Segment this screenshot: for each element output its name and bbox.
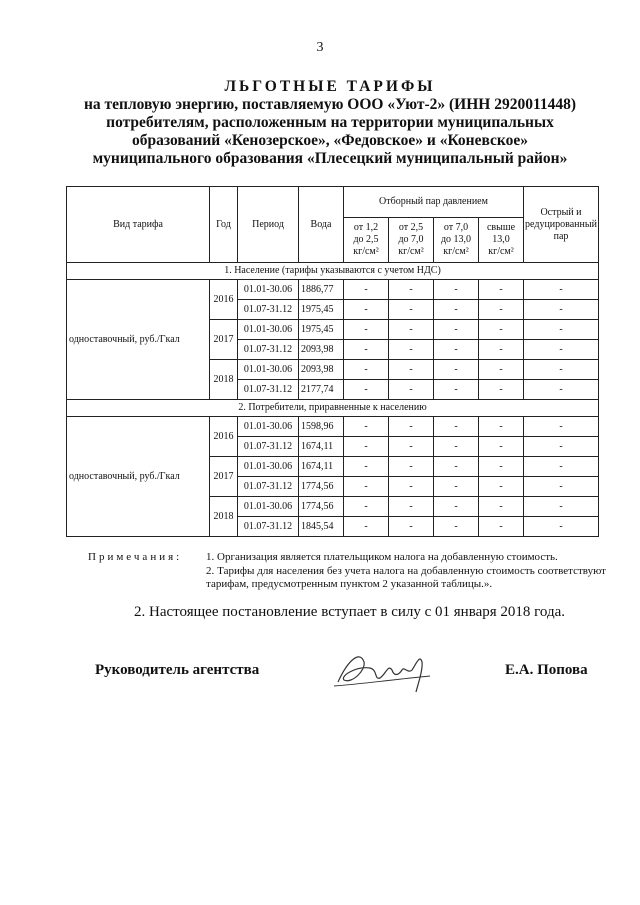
empty-cell: - — [434, 437, 479, 457]
title-line-4: образований «Кенозерское», «Федовское» и «Коневское» — [131, 132, 529, 149]
empty-cell: - — [434, 320, 479, 340]
empty-cell: - — [479, 340, 524, 360]
empty-cell: - — [344, 360, 389, 380]
empty-cell: - — [344, 280, 389, 300]
empty-cell: - — [524, 300, 599, 320]
header-steam-line: кг/см² — [398, 246, 424, 257]
title-line-5: муниципального образования «Плесецкий муниципальный район» — [92, 150, 568, 167]
year-cell: 2018 — [210, 360, 238, 400]
period-cell: 01.07-31.12 — [238, 380, 299, 400]
header-period: Период — [238, 187, 299, 263]
empty-cell: - — [344, 437, 389, 457]
empty-cell: - — [344, 417, 389, 437]
empty-cell: - — [479, 380, 524, 400]
header-tariff-type: Вид тарифа — [67, 187, 210, 263]
water-cell: 1674,11 — [299, 457, 344, 477]
empty-cell: - — [389, 380, 434, 400]
empty-cell: - — [524, 497, 599, 517]
empty-cell: - — [344, 300, 389, 320]
empty-cell: - — [389, 320, 434, 340]
header-year: Год — [210, 187, 238, 263]
empty-cell: - — [434, 417, 479, 437]
period-cell: 01.01-30.06 — [238, 417, 299, 437]
header-steam-col — [389, 218, 434, 263]
empty-cell: - — [389, 360, 434, 380]
effective-statement: 2. Настоящее постановление вступает в силу с 01 января 2018 года. — [134, 604, 566, 620]
header-steam-col — [434, 218, 479, 263]
water-cell: 1598,96 — [299, 417, 344, 437]
table-row — [67, 417, 599, 437]
header-steam-col — [479, 218, 524, 263]
title-line-3: потребителям, расположенным на территории муниципальных — [106, 114, 554, 131]
header-steam-col — [344, 218, 389, 263]
empty-cell: - — [389, 340, 434, 360]
empty-cell: - — [434, 517, 479, 537]
empty-cell: - — [434, 380, 479, 400]
empty-cell: - — [479, 360, 524, 380]
empty-cell: - — [344, 340, 389, 360]
empty-cell: - — [524, 477, 599, 497]
empty-cell: - — [389, 517, 434, 537]
section-row — [67, 400, 599, 417]
header-steam-line: свыше — [486, 222, 516, 233]
title-line-1: ЛЬГОТНЫЕ ТАРИФЫ — [224, 78, 436, 95]
period-cell: 01.01-30.06 — [238, 360, 299, 380]
empty-cell: - — [434, 340, 479, 360]
empty-cell: - — [434, 280, 479, 300]
empty-cell: - — [344, 320, 389, 340]
water-cell: 2177,74 — [299, 380, 344, 400]
empty-cell: - — [344, 497, 389, 517]
empty-cell: - — [344, 477, 389, 497]
empty-cell: - — [344, 380, 389, 400]
header-steam-line: до 2,5 — [353, 234, 379, 245]
water-cell: 2093,98 — [299, 340, 344, 360]
title-line-2: на тепловую энергию, поставляемую ООО «Уют-2» (ИНН 2920011448) — [83, 96, 576, 113]
empty-cell: - — [524, 280, 599, 300]
empty-cell: - — [479, 457, 524, 477]
signature — [330, 640, 440, 700]
water-cell: 1975,45 — [299, 320, 344, 340]
empty-cell: - — [479, 517, 524, 537]
period-cell: 01.01-30.06 — [238, 457, 299, 477]
empty-cell: - — [479, 417, 524, 437]
section-row — [67, 263, 599, 280]
header-steam-line: 13,0 — [492, 234, 510, 245]
signer-role: Руководитель агентства — [95, 662, 260, 678]
water-cell: 1774,56 — [299, 497, 344, 517]
header-steam-line: от 7,0 — [443, 222, 469, 233]
empty-cell: - — [524, 417, 599, 437]
empty-cell: - — [389, 457, 434, 477]
section-title: 2. Потребители, приравненные к населению — [67, 400, 599, 417]
water-cell: 1845,54 — [299, 517, 344, 537]
header-water: Вода — [299, 187, 344, 263]
empty-cell: - — [434, 300, 479, 320]
water-cell: 2093,98 — [299, 360, 344, 380]
empty-cell: - — [524, 320, 599, 340]
empty-cell: - — [479, 320, 524, 340]
period-cell: 01.01-30.06 — [238, 497, 299, 517]
section-title: 1. Население (тарифы указываются с учетом НДС) — [67, 263, 599, 280]
header-steam-line: кг/см² — [353, 246, 379, 257]
empty-cell: - — [434, 477, 479, 497]
year-cell: 2017 — [210, 457, 238, 497]
header-sharp-steam: Острый и редуцированный пар — [524, 187, 599, 263]
header-steam-line: кг/см² — [443, 246, 469, 257]
notes-label: Примечания: — [88, 551, 183, 563]
header-steam-group: Отборный пар давлением — [344, 187, 524, 218]
empty-cell: - — [344, 457, 389, 477]
header-steam-line: от 2,5 — [398, 222, 424, 233]
header-steam-line: до 7,0 — [398, 234, 424, 245]
year-cell: 2016 — [210, 417, 238, 457]
empty-cell: - — [524, 340, 599, 360]
year-cell: 2018 — [210, 497, 238, 537]
period-cell: 01.07-31.12 — [238, 517, 299, 537]
empty-cell: - — [479, 300, 524, 320]
table-row — [67, 280, 599, 300]
empty-cell: - — [524, 457, 599, 477]
empty-cell: - — [389, 417, 434, 437]
period-cell: 01.07-31.12 — [238, 340, 299, 360]
empty-cell: - — [434, 497, 479, 517]
header-steam-line: до 13,0 — [440, 234, 472, 245]
empty-cell: - — [479, 477, 524, 497]
empty-cell: - — [479, 497, 524, 517]
header-row — [67, 187, 599, 218]
empty-cell: - — [389, 477, 434, 497]
empty-cell: - — [434, 360, 479, 380]
empty-cell: - — [479, 280, 524, 300]
empty-cell: - — [524, 437, 599, 457]
water-cell: 1774,56 — [299, 477, 344, 497]
note-item: 2. Тарифы для населения без учета налога на добавленную стоимость соответствуют тарифам, предусмотренным пунктом 2 указанной таблицы.». — [206, 565, 606, 590]
empty-cell: - — [389, 300, 434, 320]
empty-cell: - — [524, 380, 599, 400]
empty-cell: - — [524, 360, 599, 380]
empty-cell: - — [389, 497, 434, 517]
period-cell: 01.07-31.12 — [238, 300, 299, 320]
water-cell: 1674,11 — [299, 437, 344, 457]
water-cell: 1886,77 — [299, 280, 344, 300]
empty-cell: - — [479, 437, 524, 457]
period-cell: 01.07-31.12 — [238, 477, 299, 497]
year-cell: 2017 — [210, 320, 238, 360]
water-cell: 1975,45 — [299, 300, 344, 320]
tariff-table — [66, 186, 599, 537]
period-cell: 01.01-30.06 — [238, 280, 299, 300]
empty-cell: - — [524, 517, 599, 537]
tariff-label: одноставочный, руб./Гкал — [67, 417, 210, 537]
period-cell: 01.01-30.06 — [238, 320, 299, 340]
year-cell: 2016 — [210, 280, 238, 320]
header-steam-line: от 1,2 — [353, 222, 379, 233]
page-number: 3 — [316, 40, 324, 55]
note-item: 1. Организация является плательщиком налога на добавленную стоимость. — [206, 551, 558, 563]
empty-cell: - — [434, 457, 479, 477]
empty-cell: - — [344, 517, 389, 537]
period-cell: 01.07-31.12 — [238, 437, 299, 457]
header-steam-line: кг/см² — [488, 246, 514, 257]
signer-name: Е.А. Попова — [505, 662, 588, 678]
empty-cell: - — [389, 437, 434, 457]
document-title — [60, 78, 600, 168]
tariff-label: одноставочный, руб./Гкал — [67, 280, 210, 400]
empty-cell: - — [389, 280, 434, 300]
